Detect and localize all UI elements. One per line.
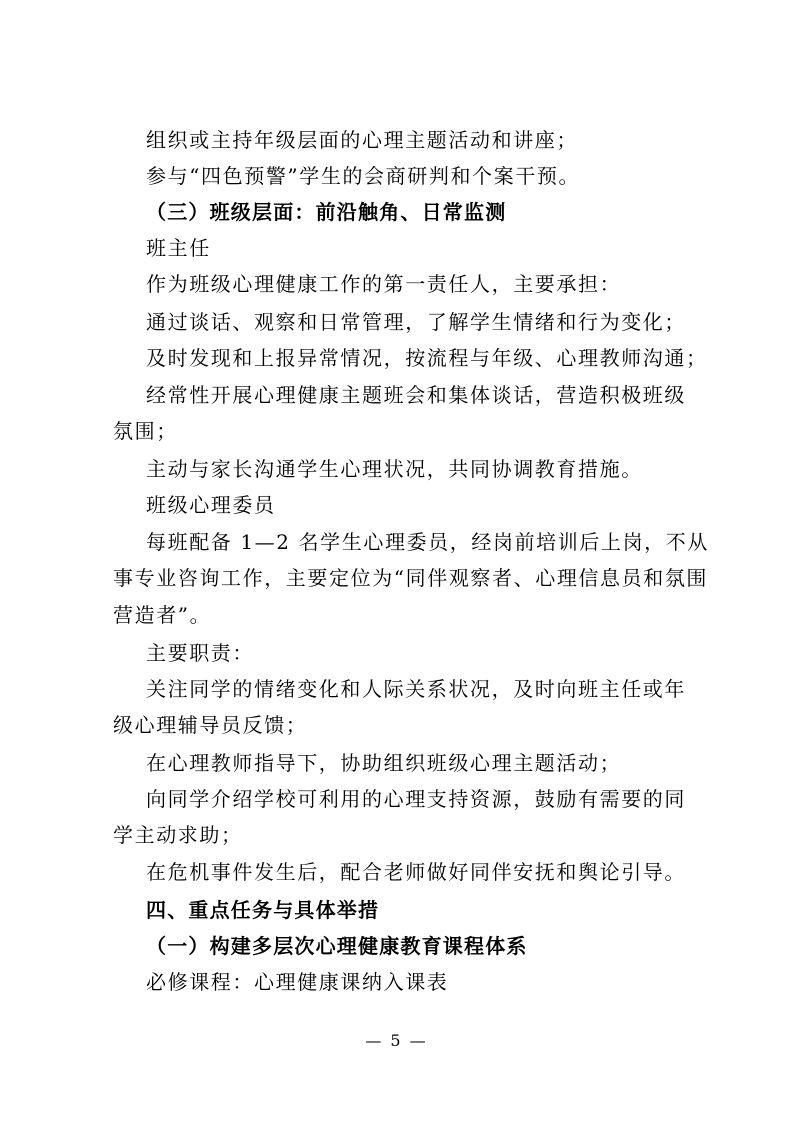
paragraph-line: 参与“四色预警”学生的会商研判和个案干预。 bbox=[146, 164, 581, 188]
section-heading: （一）构建多层次心理健康教育课程体系 bbox=[146, 934, 528, 958]
page-number: — 5 — bbox=[365, 1031, 428, 1050]
paragraph-line: 关注同学的情绪变化和人际关系状况，及时向班主任或年 bbox=[146, 677, 686, 701]
paragraph-line: 在心理教师指导下，协助组织班级心理主题活动； bbox=[146, 751, 622, 775]
paragraph-line: 在危机事件发生后，配合老师做好同伴安抚和舆论引导。 bbox=[146, 860, 686, 884]
paragraph-line: 主要职责： bbox=[146, 641, 254, 665]
paragraph-line: 事专业咨询工作，主要定位为“同伴观察者、心理信息员和氛围 bbox=[113, 566, 709, 590]
paragraph-line: 学主动求助； bbox=[113, 823, 243, 847]
subheading: 班级心理委员 bbox=[146, 493, 276, 517]
paragraph-line: 通过谈话、观察和日常管理，了解学生情绪和行为变化； bbox=[146, 310, 686, 334]
paragraph-line: 每班配备 1—2 名学生心理委员，经岗前培训后上岗，不从 bbox=[146, 530, 709, 554]
paragraph-line: 主动与家长沟通学生心理状况，共同协调教育措施。 bbox=[146, 457, 643, 481]
section-heading: （三）班级层面：前沿触角、日常监测 bbox=[146, 200, 507, 224]
subheading: 班主任 bbox=[146, 236, 211, 260]
paragraph-line: 级心理辅导员反馈； bbox=[113, 713, 308, 737]
paragraph-line: 组织或主持年级层面的心理主题活动和讲座； bbox=[146, 128, 578, 152]
paragraph-line: 及时发现和上报异常情况，按流程与年级、心理教师沟通； bbox=[146, 346, 708, 370]
paragraph-line: 作为班级心理健康工作的第一责任人，主要承担： bbox=[146, 272, 622, 296]
paragraph-line: 必修课程：心理健康课纳入课表 bbox=[146, 970, 449, 994]
chapter-heading: 四、重点任务与具体举措 bbox=[146, 898, 380, 922]
paragraph-line: 经常性开展心理健康主题班会和集体谈话，营造积极班级 bbox=[146, 383, 686, 407]
paragraph-line: 向同学介绍学校可利用的心理支持资源，鼓励有需要的同 bbox=[146, 787, 686, 811]
paragraph-line: 氛围； bbox=[113, 419, 178, 443]
paragraph-line: 营造者”。 bbox=[113, 603, 212, 627]
